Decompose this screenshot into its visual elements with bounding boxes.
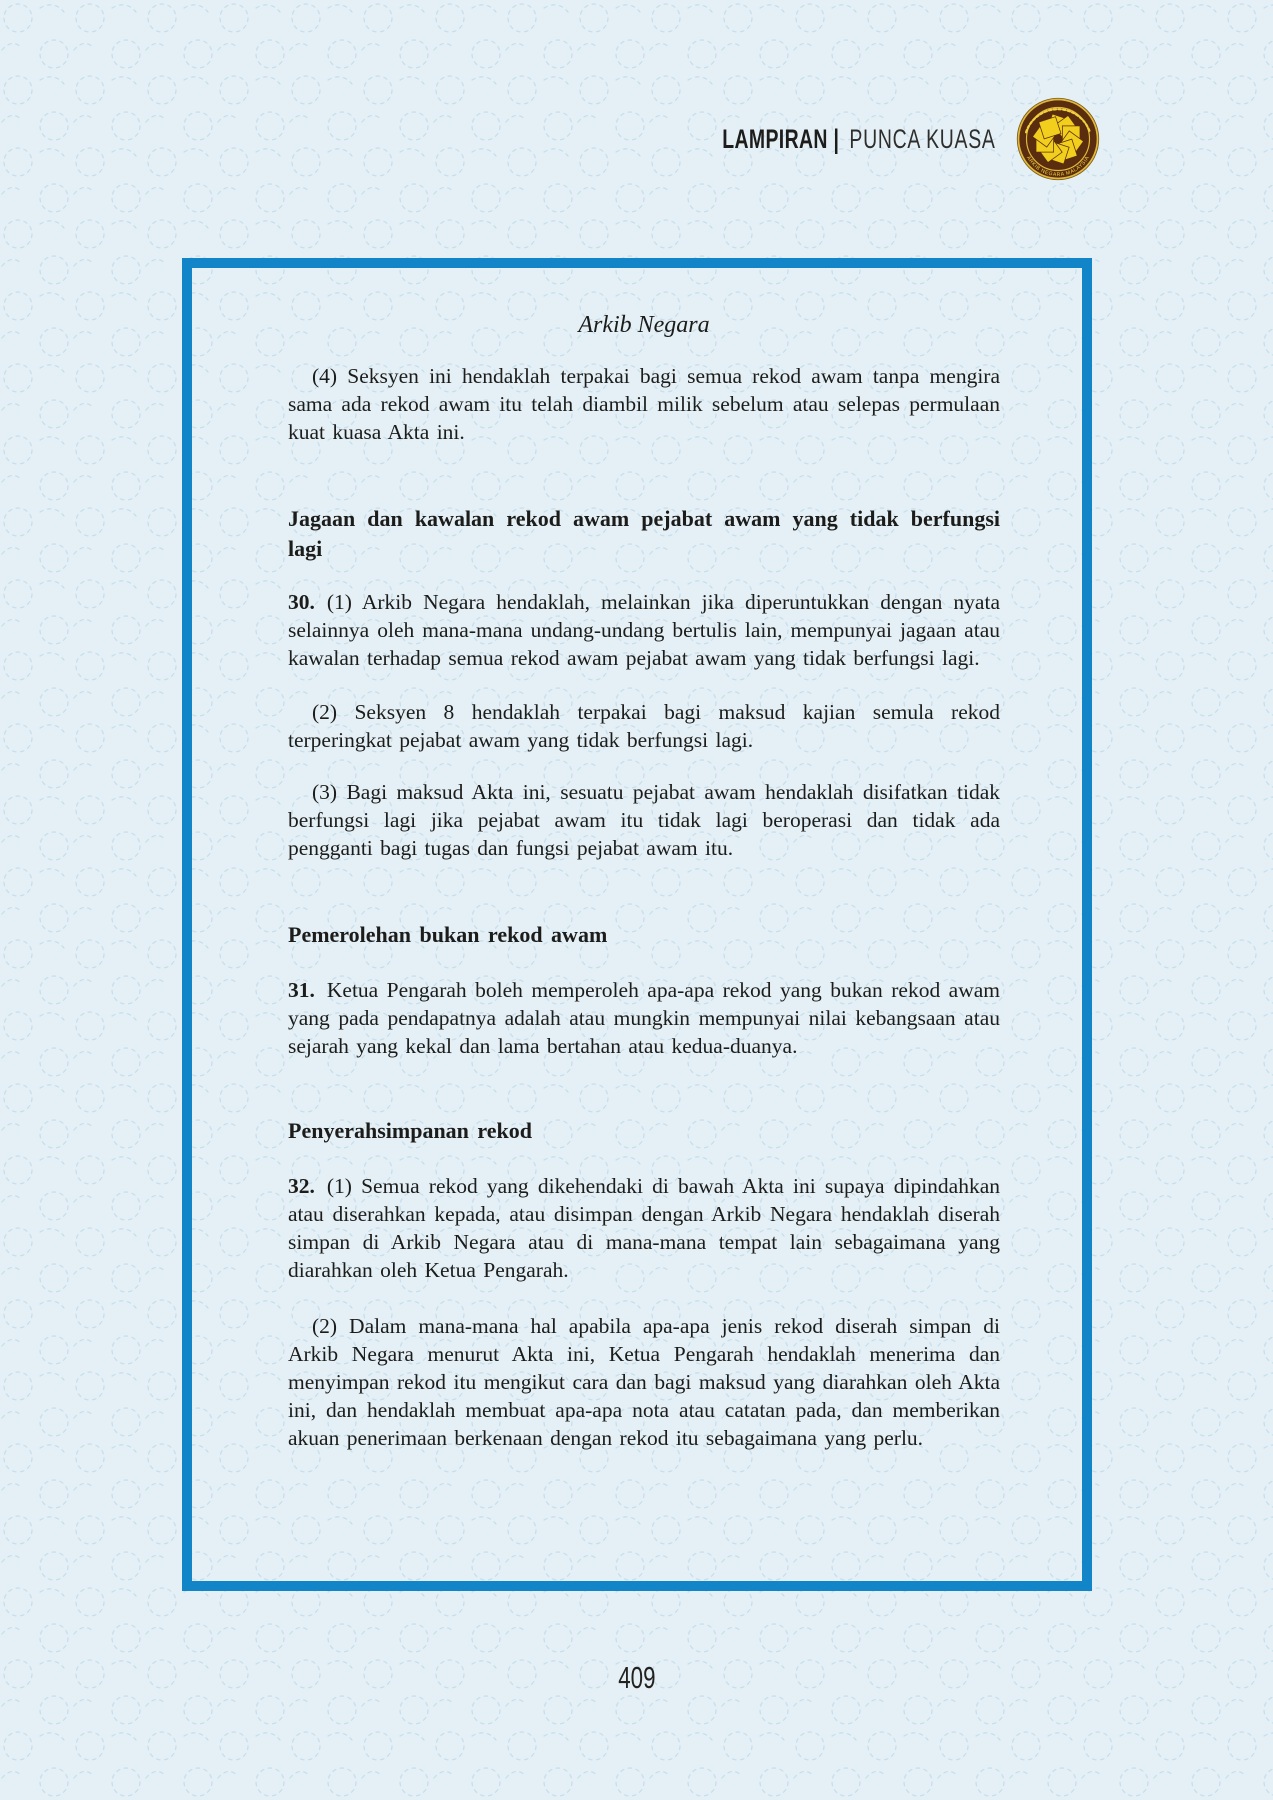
act-paragraph-text: (1) Semua rekod yang dikehendaki di bawah Akta ini supaya dipindahkan atau diserahkan kepada, atau disimpan dengan Arkib Negara hendaklah diserah simpan di Arkib Negara atau di mana-mana tempat lain sebagaimana yang diarahkan oleh Ketua Pengarah. (288, 1174, 1000, 1282)
seal-ring-text: ARKIB NEGARA MALAYSIA (1025, 155, 1091, 178)
act-section-heading: Pemerolehan bukan rekod awam (288, 922, 608, 947)
act-paragraph: (3) Bagi maksud Akta ini, sesuatu pejabat awam hendaklah disifatkan tidak berfungsi lagi jika pejabat awam itu tidak lagi beroperasi dan tidak ada pengganti bagi tugas dan fungsi pejabat awam itu. (288, 780, 1000, 860)
section-number: 32. (288, 1174, 315, 1198)
section-number: 31. (288, 978, 315, 1002)
act-paragraph (288, 588, 1000, 672)
arkib-negara-seal-icon (1016, 96, 1100, 182)
act-section-heading: Penyerahsimpanan rekod (288, 1118, 533, 1143)
running-header-section: LAMPIRAN | (722, 123, 840, 154)
act-paragraph-text: Ketua Pengarah boleh memperoleh apa-apa rekod yang bukan rekod awam yang pada pendapatnya adalah atau mungkin mempunyai nilai kebangsaan atau sejarah yang kekal dan lama bertahan atau kedua-duanya. (288, 978, 1000, 1058)
act-paragraph: (2) Seksyen 8 hendaklah terpakai bagi maksud kajian semula rekod terperingkat pejabat awam yang tidak berfungsi lagi. (288, 700, 1000, 752)
running-header (723, 124, 996, 155)
page-number: 409 (617, 1660, 656, 1695)
act-paragraph-text: (1) Arkib Negara hendaklah, melainkan jika diperuntukkan dengan nyata selainnya oleh mana-mana undang-undang bertulis lain, mempunyai jagaan atau kawalan terhadap semua rekod awam pejabat awam yang tidak berfungsi lagi. (288, 590, 1000, 670)
act-text-box (182, 258, 1092, 1591)
act-paragraph: (2) Dalam mana-mana hal apabila apa-apa jenis rekod diserah simpan di Arkib Negara menurut Akta ini, Ketua Pengarah hendaklah menerima dan menyimpan rekod itu mengikut cara dan bagi maksud yang diarahkan oleh Akta ini, dan hendaklah membuat apa-apa nota atau catatan pada, dan memberikan akuan penerimaan berkenaan dengan rekod itu sebagaimana yang perlu. (288, 1314, 1000, 1450)
masthead (0, 96, 1100, 182)
act-running-title: Arkib Negara (578, 312, 710, 338)
section-number: 30. (288, 590, 315, 614)
act-paragraph (288, 1172, 1000, 1284)
act-paragraph (288, 976, 1000, 1060)
act-section-heading: Jagaan dan kawalan rekod awam pejabat awam yang tidak berfungsi lagi (288, 506, 1000, 561)
running-header-chapter: PUNCA KUASA (849, 123, 996, 154)
act-paragraph: (4) Seksyen ini hendaklah terpakai bagi semua rekod awam tanpa mengira sama ada rekod awam itu telah diambil milik sebelum atau selepas permulaan kuat kuasa Akta ini. (288, 364, 1000, 444)
